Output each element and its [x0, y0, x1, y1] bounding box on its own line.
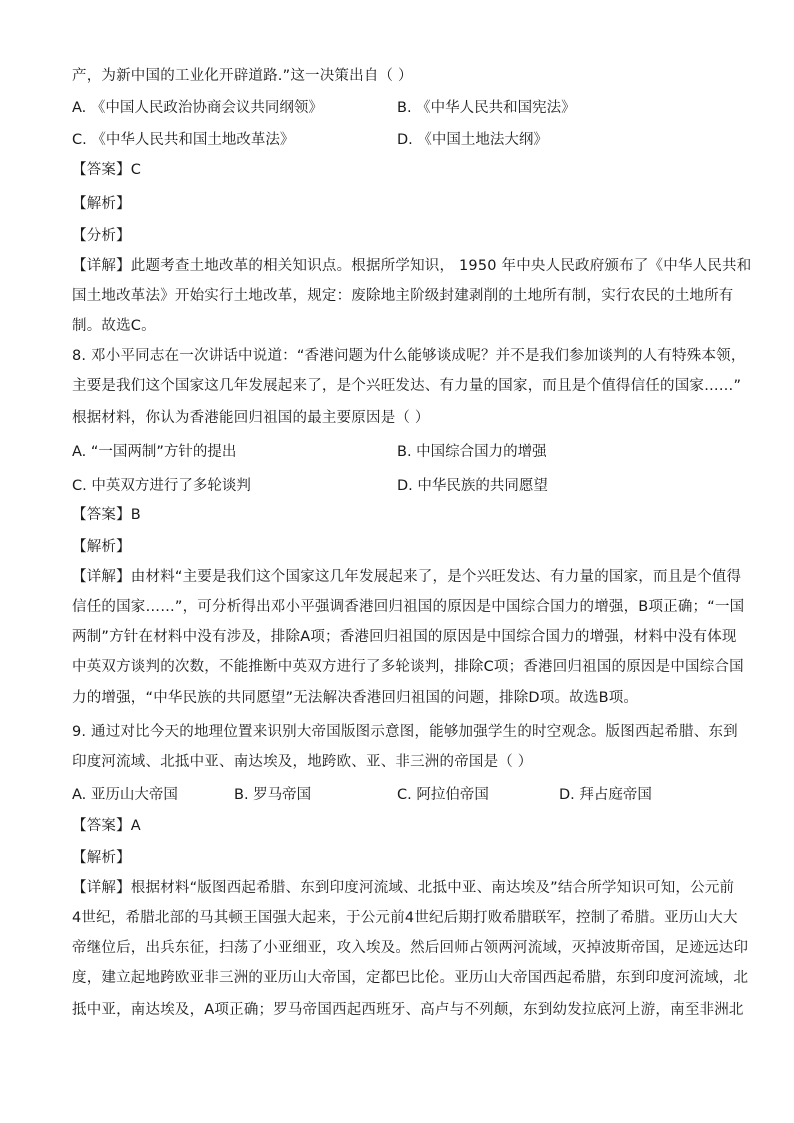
- q9-option-b: B. 罗马帝国: [234, 787, 312, 803]
- question-8-line-1: 8. 邓小平同志在一次讲话中说道：“香港问题为什么能够谈成呢？并不是我们参加谈判的人有特殊本领，: [72, 348, 746, 364]
- question-7-stem-tail: 产，为新中国的工业化开辟道路.”这一决策出自（ ）: [72, 68, 413, 84]
- q8-analysis-heading: 【解析】: [72, 539, 131, 555]
- q7-answer: 【答案】C: [72, 162, 142, 178]
- q8-option-c: C. 中英双方进行了多轮谈判: [72, 478, 251, 494]
- q9-explanation-line-5: 抵中亚，南达埃及，A项正确；罗马帝国西起西班牙、高卢与不列颠，东到幼发拉底河上游，南至非洲北: [72, 1002, 744, 1018]
- q9-explanation-line-3: 帝继位后，出兵东征，扫荡了小亚细亚，攻入埃及。然后回师占领两河流域，灭掉波斯帝国，足迹远达印: [72, 940, 749, 956]
- question-8-line-2: 主要是我们这个国家这几年发展起来了，是个兴旺发达、有力量的国家，而且是个值得信任的国家……”: [72, 378, 742, 394]
- q8-explanation-line-2: 信任的国家……”，可分析得出邓小平强调香港回归祖国的原因是中国综合国力的增强，B项正确；“一国: [72, 599, 745, 615]
- q8-explanation-line-5: 力的增强，“中华民族的共同愿望”无法解决香港回归祖国的问题，排除D项。故选B项。: [72, 690, 639, 706]
- q9-option-d: D. 拜占庭帝国: [559, 787, 652, 803]
- q8-option-b: B. 中国综合国力的增强: [397, 444, 547, 460]
- q7-option-a: A. 《中国人民政治协商会议共同纲领》: [72, 100, 323, 116]
- q9-explanation-line-2: 4世纪，希腊北部的马其顿王国强大起来，于公元前4世纪后期打败希腊联军，控制了希腊。亚历山大大: [72, 910, 738, 926]
- q8-option-a: A. “一国两制”方针的提出: [72, 444, 237, 460]
- question-9-line-1: 9. 通过对比今天的地理位置来识别大帝国版图示意图，能够加强学生的时空观念。版图西起希腊、东到: [72, 724, 738, 740]
- q9-answer: 【答案】A: [72, 818, 141, 834]
- q8-explanation-line-3: 两制”方针在材料中没有涉及，排除A项；香港回归祖国的原因是中国综合国力的增强，材料中没有体现: [72, 629, 737, 645]
- q9-explanation-line-1: 【详解】根据材料“版图西起希腊、东到印度河流域、北抵中亚、南达埃及”结合所学知识可知，公元前: [72, 880, 735, 896]
- q7-option-c: C. 《中华人民共和国土地改革法》: [72, 132, 295, 148]
- q8-explanation-line-4: 中英双方谈判的次数，不能推断中英双方进行了多轮谈判，排除C项；香港回归祖国的原因是中国综合国: [72, 659, 744, 675]
- question-8-line-3: 根据材料，你认为香港能回归祖国的最主要原因是（ ）: [72, 410, 430, 426]
- q9-analysis-heading: 【解析】: [72, 850, 131, 866]
- question-9-line-2: 印度河流域、北抵中亚、南达埃及，地跨欧、亚、非三洲的帝国是（ ）: [72, 754, 533, 770]
- q8-explanation-line-1: 【详解】由材料“主要是我们这个国家这几年发展起来了，是个兴旺发达、有力量的国家，而且是个值得: [72, 569, 742, 585]
- q8-option-d: D. 中华民族的共同愿望: [397, 478, 548, 494]
- q7-analysis-heading: 【解析】: [72, 196, 131, 212]
- q7-fenxi-heading: 【分析】: [72, 228, 131, 244]
- q7-option-b: B. 《中华人民共和国宪法》: [397, 100, 576, 116]
- q7-explanation-line-1: 【详解】此题考查土地改革的相关知识点。根据所学知识， 1950 年中央人民政府颁布了《中华人民共和: [72, 258, 752, 274]
- q9-explanation-line-4: 度，建立起地跨欧亚非三洲的亚历山大帝国，定都巴比伦。亚历山大帝国西起希腊，东到印度河流域，北: [72, 970, 749, 986]
- q8-answer: 【答案】B: [72, 507, 141, 523]
- q7-explanation-line-2: 国土地改革法》开始实行土地改革，规定：废除地主阶级封建剥削的土地所有制，实行农民的土地所有: [72, 288, 734, 304]
- q7-explanation-line-3: 制。故选C。: [72, 318, 156, 334]
- q7-option-d: D. 《中国土地法大纲》: [397, 132, 548, 148]
- q9-option-a: A. 亚历山大帝国: [72, 787, 178, 803]
- q9-option-c: C. 阿拉伯帝国: [397, 787, 489, 803]
